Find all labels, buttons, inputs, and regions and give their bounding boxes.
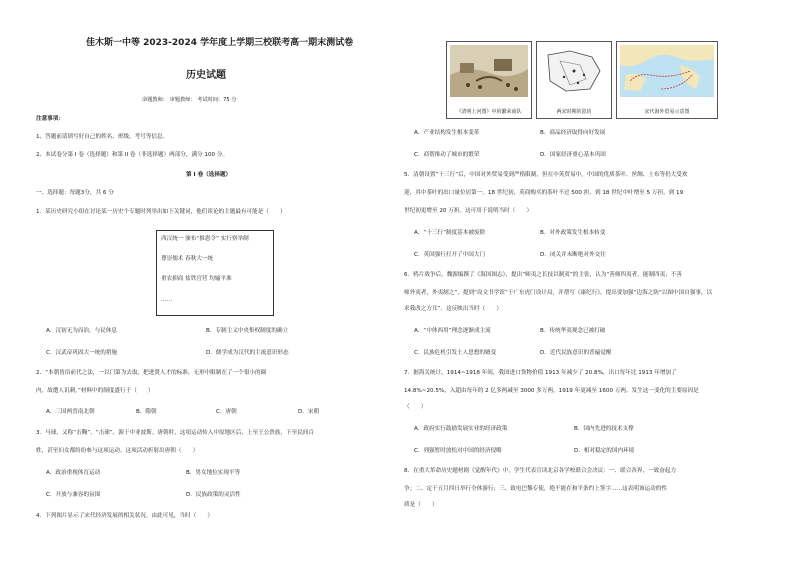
question-6-stem: 6．鸦片战争后，魏源编撰了《海国图志》，提出“师夷之长技以制夷”的主张，认为“善师四夷者，能制四夷；不善: [404, 272, 682, 278]
q4-option-c[interactable]: C．商帮推动了城市的繁荣: [414, 152, 480, 158]
q2-option-b[interactable]: B．隋朝: [136, 409, 157, 415]
part-heading: 第 Ⅰ 卷（选择题）: [186, 172, 232, 178]
exam-title: 佳木斯一中等 2023-2024 学年度上学期三校联考高一期末测试卷: [86, 38, 354, 48]
question-6-stem: 求我改之方耳”。这反映出当时（ ）: [404, 306, 502, 312]
keyword-box: [156, 230, 274, 316]
keyword-line: 西汉统一 颁布“推恩令” 实行察举制: [161, 236, 249, 242]
keyword-line: 重农抑商 盐铁官营 均输平准: [161, 276, 232, 282]
figure-porcelain-map: [536, 41, 612, 119]
q6-option-d[interactable]: D．近代民族意识的普遍觉醒: [540, 350, 612, 356]
question-6-stem: 师外夷者，外夷制之”，提到“设文书学馆”于广东虎门设计局，并帮写《康纪行》，提出要加强“边海之防”以图中国自强事，以: [404, 290, 713, 296]
figure-trade-map: [616, 41, 718, 119]
q2-option-a[interactable]: A．三国两晋南北朝: [46, 409, 95, 415]
keyword-line: 尊崇儒术 春秋大一统: [161, 256, 214, 262]
q3-option-b[interactable]: B．男女地位实现平等: [186, 470, 241, 476]
question-1-stem: 1．某历史研究小组在讨论某一历史个专题时列举出如下关键词，他们谈论的主题最有可能是（ ）: [36, 209, 286, 215]
question-8-stem: 质是（ ）: [404, 502, 438, 508]
q7-option-c[interactable]: C．列强暂时放松对中国的经济侵略: [414, 448, 502, 454]
notice-heading: 注意事项：: [36, 116, 64, 122]
question-5-stem: 世纪初更增至 20 万担。这可用于说明当时（ ）: [404, 208, 533, 214]
q4-option-d[interactable]: D．国家经济重心基本巩固: [540, 152, 606, 158]
figure-riverside-painting: [446, 41, 532, 119]
question-4-stem: 4．下列图片显示了宋代经济发展的相关状况。由此可见，当时（ ）: [36, 513, 213, 519]
figure-caption: 两宋时期的瓷坊: [556, 109, 592, 115]
question-7-stem: （ ）: [404, 404, 427, 410]
keyword-line: ……: [161, 297, 173, 303]
painting-image: [450, 45, 528, 97]
notice-item: 1、答题前请填写好自己的姓名、班级、考号等信息。: [36, 134, 169, 140]
question-5-stem: 迎，其中茶叶的出口量位居第一。18 世纪初，英商购买的茶叶不过 500 担，到 18 世纪中叶增至 5 万担，到 19: [404, 190, 684, 196]
q2-option-d[interactable]: D．宋朝: [298, 409, 320, 415]
q1-option-b[interactable]: B．专制主义中央集权制度的确立: [206, 328, 289, 334]
section-heading: 一、选择题：每题3分，共 6 分: [36, 190, 114, 196]
q6-option-b[interactable]: B．传统华夷观念已被打破: [540, 328, 606, 334]
q2-option-c[interactable]: C．唐朝: [216, 409, 237, 415]
q6-option-c[interactable]: C．民族危机引发士人思想的嬗变: [414, 350, 497, 356]
q4-option-b[interactable]: B．商品经济取得向好发展: [540, 130, 606, 136]
question-5-stem: 5．清朝设置“十三行”后，中国对外贸易受到严格限制，但在中英贸易中，中国的优质茶叶、丝绸、土布等仍大受欢: [404, 172, 688, 178]
q7-option-d[interactable]: D．相对稳定的国内环境: [574, 448, 635, 454]
q3-option-a[interactable]: A．政治重视体育运动: [46, 470, 101, 476]
q3-option-c[interactable]: C．开放与兼容的氛围: [46, 492, 101, 498]
trade-map-image: [620, 45, 714, 97]
question-2-stem: 2．“本朝皆沿前代之法，一以门第为去取，把进贤人才的标准，无形中限制在了一个很小的圈: [36, 370, 267, 376]
q6-option-a[interactable]: A．“中体西用”理念逐渐成主流: [414, 328, 491, 334]
question-7-stem: 14.8%~20.5%，入超由每年的 2 亿多两减至 3000 多万两，1919 年更减至 1600 万两。发生这一变化的主要原因是: [404, 388, 699, 394]
figure-caption: 《清明上河图》中的繁荣商队: [456, 109, 522, 115]
subject-title: 历史试题: [186, 70, 226, 81]
question-7-stem: 7．据海关统计，1914~1918 年间，我国进口货物价值 1913 年减少了 20.8%，出口每年比 1913 年增加了: [404, 370, 677, 376]
q5-option-b[interactable]: B．对外政策发生根本转变: [540, 230, 606, 236]
q7-option-b[interactable]: B．国内先进的技术支撑: [574, 426, 634, 432]
notice-item: 2、本试卷分第 I 卷（选择题）和第 II 卷（非选择题）两部分，满分 100 分。: [36, 152, 229, 158]
question-3-stem: 3．马球，又称“击鞠”、“击球”，源于中亚波斯。唐朝时，这项运动传入中原地区后，上至王公贵族，下至民间百: [36, 430, 315, 436]
exam-meta: 命题教师： 审题教师： 考试时间：75 分: [142, 97, 237, 103]
q5-option-c[interactable]: C．英国强行打开了中国大门: [414, 252, 486, 258]
map-image: [540, 45, 608, 97]
question-8-stem: 争；二、定于五月四日举行全体游行；三、致电巴黎专使，绝不能在和平条约上签字……这表明该运动的性: [404, 486, 667, 492]
q7-option-a[interactable]: A．政府实行鼓励发展实业的经济政策: [414, 426, 508, 432]
q5-option-d[interactable]: D．闭关并未断绝对外交往: [540, 252, 606, 258]
q4-option-a[interactable]: A．产业结构发生根本变革: [414, 130, 480, 136]
q1-option-d[interactable]: D．儒学成为汉代的主流意识形态: [206, 350, 289, 356]
figure-caption: 宋代海外贸易示意图: [644, 109, 690, 115]
q5-option-a[interactable]: A．“十三行”制度基本被废除: [414, 230, 486, 236]
q1-option-a[interactable]: A．汉初无为而治，与民休息: [46, 328, 117, 334]
question-3-stem: 姓，甚至妇女都纷纷参与这项运动。这项活动折射出唐朝（ ）: [36, 448, 199, 454]
question-8-stem: 8．在重大革命历史题材剧《觉醒年代》中，学生代表宣读北京各学校联合会决议：一、联合各界，一致奋起力: [404, 468, 677, 474]
q1-option-c[interactable]: C．汉武帝巩固大一统的措施: [46, 350, 118, 356]
question-2-stem: 内，故遭人讥刺。”材料中的制度盛行于（ ）: [36, 388, 154, 394]
q3-option-d[interactable]: D．民族政策的灵活性: [186, 492, 241, 498]
